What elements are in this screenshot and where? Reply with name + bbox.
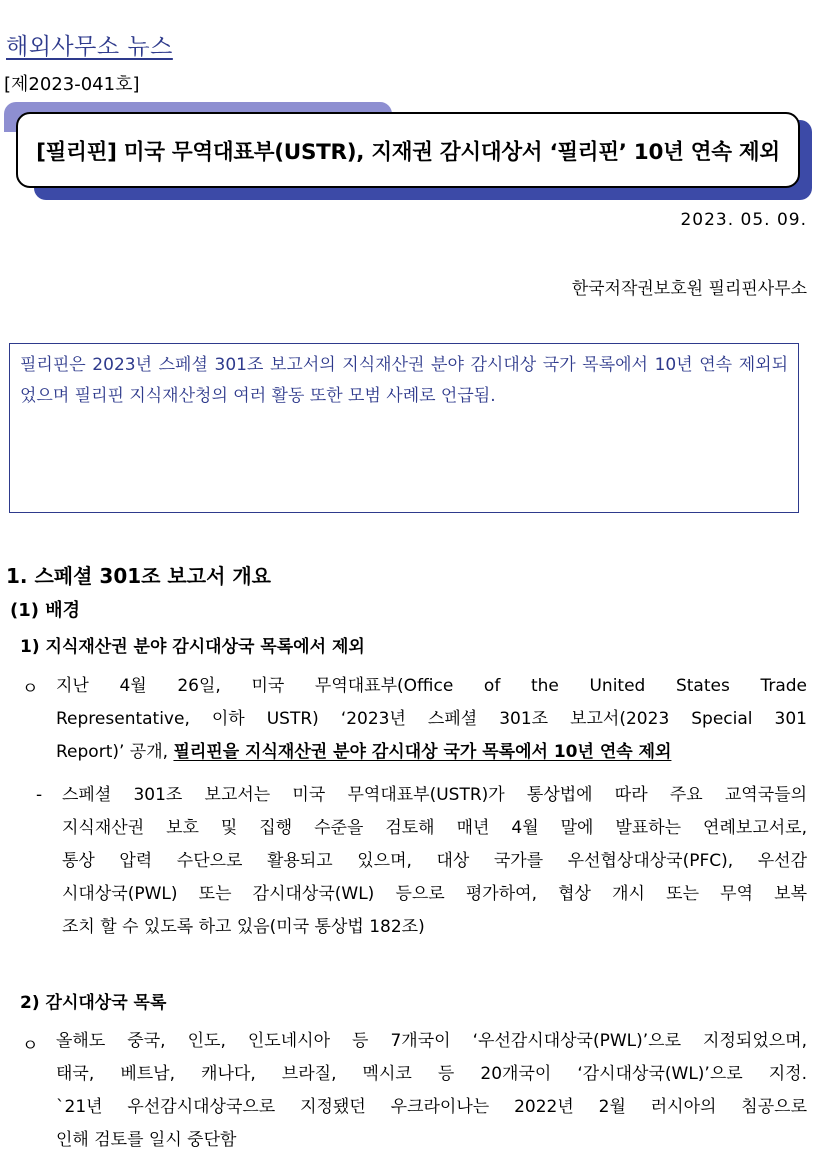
item-1-heading: 1) 지식재산권 분야 감시대상국 목록에서 제외 bbox=[20, 637, 365, 657]
bullet-paragraph-2 bbox=[56, 1025, 807, 1157]
item-2-heading: 2) 감시대상국 목록 bbox=[20, 993, 167, 1013]
paragraph-line: `21년 우선감시대상국으로 지정됐던 우크라이나는 2022년 2월 러시아의 침공으로 bbox=[56, 1097, 807, 1117]
paragraph-line: 통상 압력 수단으로 활용되고 있으며, 대상 국가를 우선협상대상국(PFC), 우선감 bbox=[62, 851, 807, 871]
paragraph-line: 조치 할 수 있도록 하고 있음(미국 통상법 182조) bbox=[62, 917, 425, 937]
paragraph-line: 올해도 중국, 인도, 인도네시아 등 7개국이 ‘우선감시대상국(PWL)’으로 지정되었으며, bbox=[56, 1031, 807, 1051]
headline-text: [필리핀] 미국 무역대표부(USTR), 지재권 감시대상서 ‘필리핀’ 10년 연속 제외 bbox=[36, 139, 780, 165]
paragraph-line: 스페셜 301조 보고서는 미국 무역대표부(USTR)가 통상법에 따라 주요 교역국들의 bbox=[62, 785, 807, 805]
newsletter-title: 해외사무소 뉴스 bbox=[6, 34, 173, 60]
bullet-paragraph-1 bbox=[56, 670, 807, 769]
section-1-heading: 1. 스페셜 301조 보고서 개요 bbox=[6, 564, 271, 588]
subsection-background-heading: (1) 배경 bbox=[10, 600, 81, 621]
paragraph-line: 지난 4월 26일, 미국 무역대표부(Office of the United States Trade bbox=[56, 676, 807, 696]
office-name: 한국저작권보호원 필리핀사무소 bbox=[571, 279, 807, 299]
publish-date: 2023. 05. 09. bbox=[680, 210, 807, 230]
emphasized-conclusion: 필리핀을 지식재산권 분야 감시대상 국가 목록에서 10년 연속 제외 bbox=[173, 742, 672, 762]
bullet-marker: ㅇ bbox=[22, 1036, 39, 1056]
summary-box bbox=[9, 343, 799, 513]
dash-marker: - bbox=[36, 785, 43, 805]
paragraph-line: 태국, 베트남, 캐나다, 브라질, 멕시코 등 20개국이 ‘감시대상국(WL)’으로 지정. bbox=[56, 1064, 807, 1084]
paragraph-line: 인해 검토를 일시 중단함 bbox=[56, 1130, 237, 1150]
paragraph-line: Representative, 이하 USTR) ‘2023년 스페셜 301조 보고서(2023 Special 301 bbox=[56, 709, 807, 729]
paragraph-line-prefix: Report)’ 공개, bbox=[56, 742, 174, 762]
bullet-marker: ㅇ bbox=[22, 679, 39, 699]
headline-box bbox=[16, 112, 800, 188]
dash-paragraph bbox=[62, 779, 807, 944]
paragraph-line: 지식재산권 보호 및 집행 수준을 검토해 매년 4월 말에 발표하는 연례보고서로, bbox=[62, 818, 807, 838]
issue-number: [제2023-041호] bbox=[4, 74, 140, 95]
summary-text: 필리핀은 2023년 스페셜 301조 보고서의 지식재산권 분야 감시대상 국가 목록에서 10년 연속 제외되었으며 필리핀 지식재산청의 여러 활동 또한 모범 사례로 언급됨. bbox=[20, 355, 788, 406]
paragraph-line bbox=[56, 736, 807, 769]
paragraph-line: 시대상국(PWL) 또는 감시대상국(WL) 등으로 평가하여, 협상 개시 또는 무역 보복 bbox=[62, 884, 807, 904]
